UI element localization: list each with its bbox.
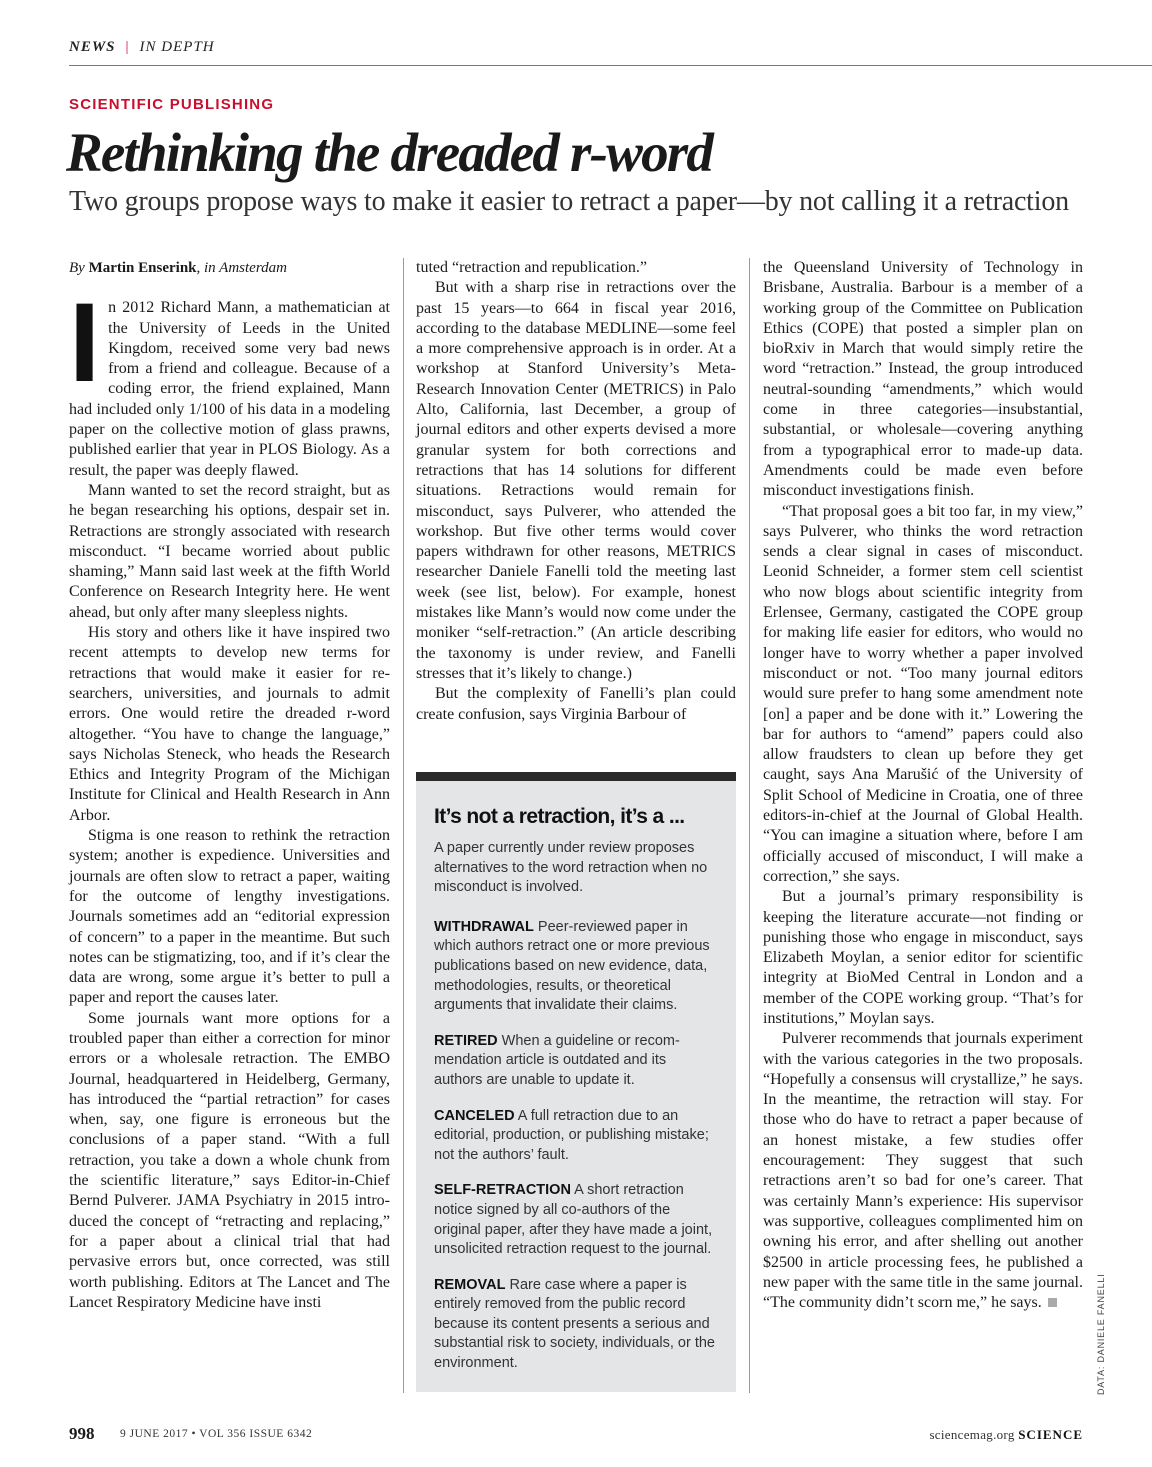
drop-cap: I xyxy=(69,280,101,406)
term-definition: Peer-reviewed paper in which authors retract one or more previous publications based on new evidence, data, methodologies, results, or theoretical arguments that invalidate their claims. xyxy=(434,918,710,1014)
paragraph: But the complexity of Fanelli’s plan could create confusion, says Virginia Barbour of xyxy=(416,685,736,723)
paragraph: the Queensland University of Technology in Brisbane, Australia. Barbour is a member of a working group of the Committee on Publication Ethics (COPE) that posted a simpler plan on bioRxiv in March that would simply retire the word “retraction.” Instead, the group introduced neutral-sounding “amendments,” which would come in three categories—insubstantial, substantial, or wholesale—covering anything from a typographical error to made-up data. Amendments could be made even before misconduct investigations finish. xyxy=(763,259,1083,500)
subsection-label: IN DEPTH xyxy=(139,39,215,55)
site-url: sciencemag.org xyxy=(929,1427,1015,1442)
headline: Rethinking the dreaded r-word xyxy=(66,122,713,183)
paragraph: But with a sharp rise in retractions over the past 15 years—to 664 in fiscal year 2016, according to the database MEDLINE—some feel a more comprehensive approach is in order. At a workshop at Stanford University’s Meta-Research Innovation Center (METRICS) in Palo Alto, California, last December, a group of journal editors and other experts devised a more granular system for both corrections and retractions that has 14 solutions for different situations. Retractions would remain for misconduct, says Pulverer, who attended the workshop. But five other terms would cover papers withdrawn for other reasons, METRICS researcher Daniele Fanelli told the meeting last week (see list, below). For example, honest mistakes like Mann’s would now come under the moniker “self-retraction.” (An article describing the taxonomy is under review, and Fanelli stresses that it’s likely to change.) xyxy=(416,279,736,682)
article-column-3 xyxy=(763,258,1083,1313)
sidebar-term xyxy=(434,1032,718,1091)
term-definition: A short retraction notice signed by all co-authors of the original paper, after they have made a joint, unsolicited retraction request to the journal. xyxy=(434,1182,713,1258)
sidebar-term xyxy=(434,918,718,1016)
term-definition: Rare case where a paper is entirely removed from the public record because its content presents a serious and substantial risk to society, individuals, or the environment. xyxy=(434,1276,716,1372)
paragraph: His story and others like it have inspired two recent attempts to develop new terms for retractions that would make it easier for researchers, universities, and journals to admit errors. One would retire the dreaded r-word altogether. “You have to change the language,” says Nicholas Steneck, who heads the Research Ethics and Integrity Program of the Michigan Institute for Clinical and Health Research in Ann Arbor. xyxy=(69,624,390,824)
paragraph: But a journal’s primary responsibility is keeping the literature accurate—not finding or punishing those who engage in misconduct, says Elizabeth Moylan, a senior editor for scientific integrity at BioMed Central in London and a member of the COPE working group. “That’s for institutions,” Moylan says. xyxy=(763,888,1083,1027)
term-name: CANCELED xyxy=(434,1107,515,1124)
byline-prefix: By xyxy=(69,260,89,276)
sidebar-term xyxy=(434,1276,718,1374)
sidebar-box xyxy=(416,772,736,1392)
paragraph-text: n 2012 Richard Mann, a mathematician at the University of Leeds in the United Kingdom, received some very bad news from a friend and colleague. Because of a coding error, the friend explained, Mann had included only 1/100 of his data in a modeling paper on the collective motion of glass prawns, published earlier that year in PLOS Biology. As a result, the paper was deeply flawed. xyxy=(69,299,390,479)
byline xyxy=(69,258,390,278)
section-label: NEWS xyxy=(69,39,116,55)
header-rule xyxy=(69,65,1152,66)
paragraph: Mann wanted to set the record straight, but as he began researching his options, despair set in. Retractions are strongly associated with research misconduct. “I became worried about public shaming,” Mann said last week at the fifth World Conference on Research Integrity here. He went ahead, but only after many sleepless nights. xyxy=(69,481,390,621)
sidebar-intro: A paper currently under review proposes alternatives to the word retraction when no misconduct is involved. xyxy=(434,840,708,896)
term-definition: A full retraction due to an editorial, production, or publishing mistake; not the authors’ fault. xyxy=(434,1107,709,1163)
term-name: SELF-RETRACTION xyxy=(434,1182,571,1199)
section-separator: | xyxy=(125,39,130,55)
kicker: SCIENTIFIC PUBLISHING xyxy=(69,96,275,113)
term-name: RETIRED xyxy=(434,1032,498,1049)
term-name: REMOVAL xyxy=(434,1276,506,1293)
term-name: WITHDRAWAL xyxy=(434,918,534,935)
paragraph: “That proposal goes a bit too far, in my view,” says Pulverer, who thinks the word retraction sends a clear signal in cases of misconduct. Leonid Schneider, a former stem cell scientist who now blogs about scientific integrity from Erlensee, Germany, castigated the COPE group for making life easier for editors, who would no longer have to worry whether a paper involved misconduct or not. “Too many journal editors would sure prefer to hang some amendment note [on] a paper and be done with it.” Lowering the bar for authors to “amend” papers could also allow fraudsters to clean up before they get caught, says Ana Marušić of the University of Split School of Medicine in Croatia, one of three editors-in-chief at the Journal of Global Health. “You can imagine a situation where, before I am officially accused of misconduct, I will make a correction,” she says. xyxy=(763,502,1083,885)
paragraph-text: Pulverer recommends that journals experiment with the various categories in the two proposals. “Hopefully a consensus will crystallize,” he says. In the meantime, the retraction will stay. For those who do have to retract a paper because of an honest mistake, a few studies offer encouragement: They suggest that such retractions aren’t so bad for one’s career. That was certainly Mann’s experience: His supervisor was supportive, colleagues complimented him on owning his error, and after shelling out another $2500 in article processing fees, he published a new paper with the same title in the same journal. “The community didn’t scorn me,” he says. xyxy=(763,1030,1083,1312)
column-rule xyxy=(749,258,750,1393)
section-header xyxy=(69,39,215,56)
byline-location: , in Amsterdam xyxy=(196,260,287,276)
data-credit: DATA: DANIELE FANELLI xyxy=(1096,1273,1106,1395)
end-mark-icon xyxy=(1048,1298,1057,1307)
journal-name: SCIENCE xyxy=(1018,1427,1083,1442)
author-name: Martin Enserink xyxy=(88,260,197,276)
sidebar-term xyxy=(434,1107,718,1166)
article-column-2 xyxy=(416,258,736,725)
sidebar-term xyxy=(434,1181,718,1259)
paragraph xyxy=(69,280,390,481)
paragraph: tuted “retraction and republication.” xyxy=(416,259,648,276)
footer-site xyxy=(929,1427,1083,1443)
dek: Two groups propose ways to make it easier to retract a paper—by not calling it a retraction xyxy=(69,186,1069,217)
page-number: 998 xyxy=(69,1424,95,1443)
article-column-1 xyxy=(69,258,390,1313)
paragraph xyxy=(763,1029,1083,1313)
column-rule xyxy=(403,258,404,1393)
sidebar-title: It’s not a retraction, it’s a ... xyxy=(434,805,685,828)
paragraph: Some journals want more options for a troubled paper than either a correction for minor errors or a wholesale retraction. The EMBO Journal, headquartered in Heidelberg, Germany, has introduced the “partial retraction” for cases when, say, one figure is erroneous but the conclusions of a paper stand. “With a full retraction, you take a down a whole chunk from the scientific literature,” says Editor-in-Chief Bernd Pulverer. JAMA Psychiatry in 2015 introduced the concept of “retracting and replacing,” for a paper about a clinical trial that had pervasive errors but, once corrected, was still worth publishing. Editors at The Lancet and The Lancet Respiratory Medicine have insti xyxy=(69,1009,390,1311)
issue-info: 9 JUNE 2017 • VOL 356 ISSUE 6342 xyxy=(120,1428,313,1440)
term-definition: When a guideline or recommendation article is outdated and its authors are unable to update it. xyxy=(434,1032,680,1088)
paragraph: Stigma is one reason to rethink the retraction system; another is expedience. Universities and journals are often slow to retract a paper, waiting for the outcome of lengthy investigations. Journals sometimes add an “editorial expression of concern” to a paper in the meantime. But such notes can be stigmatizing, too, and if it’s clear the data are wrong, some argue it’s better to pull a paper and report the causes later. xyxy=(69,827,390,1007)
